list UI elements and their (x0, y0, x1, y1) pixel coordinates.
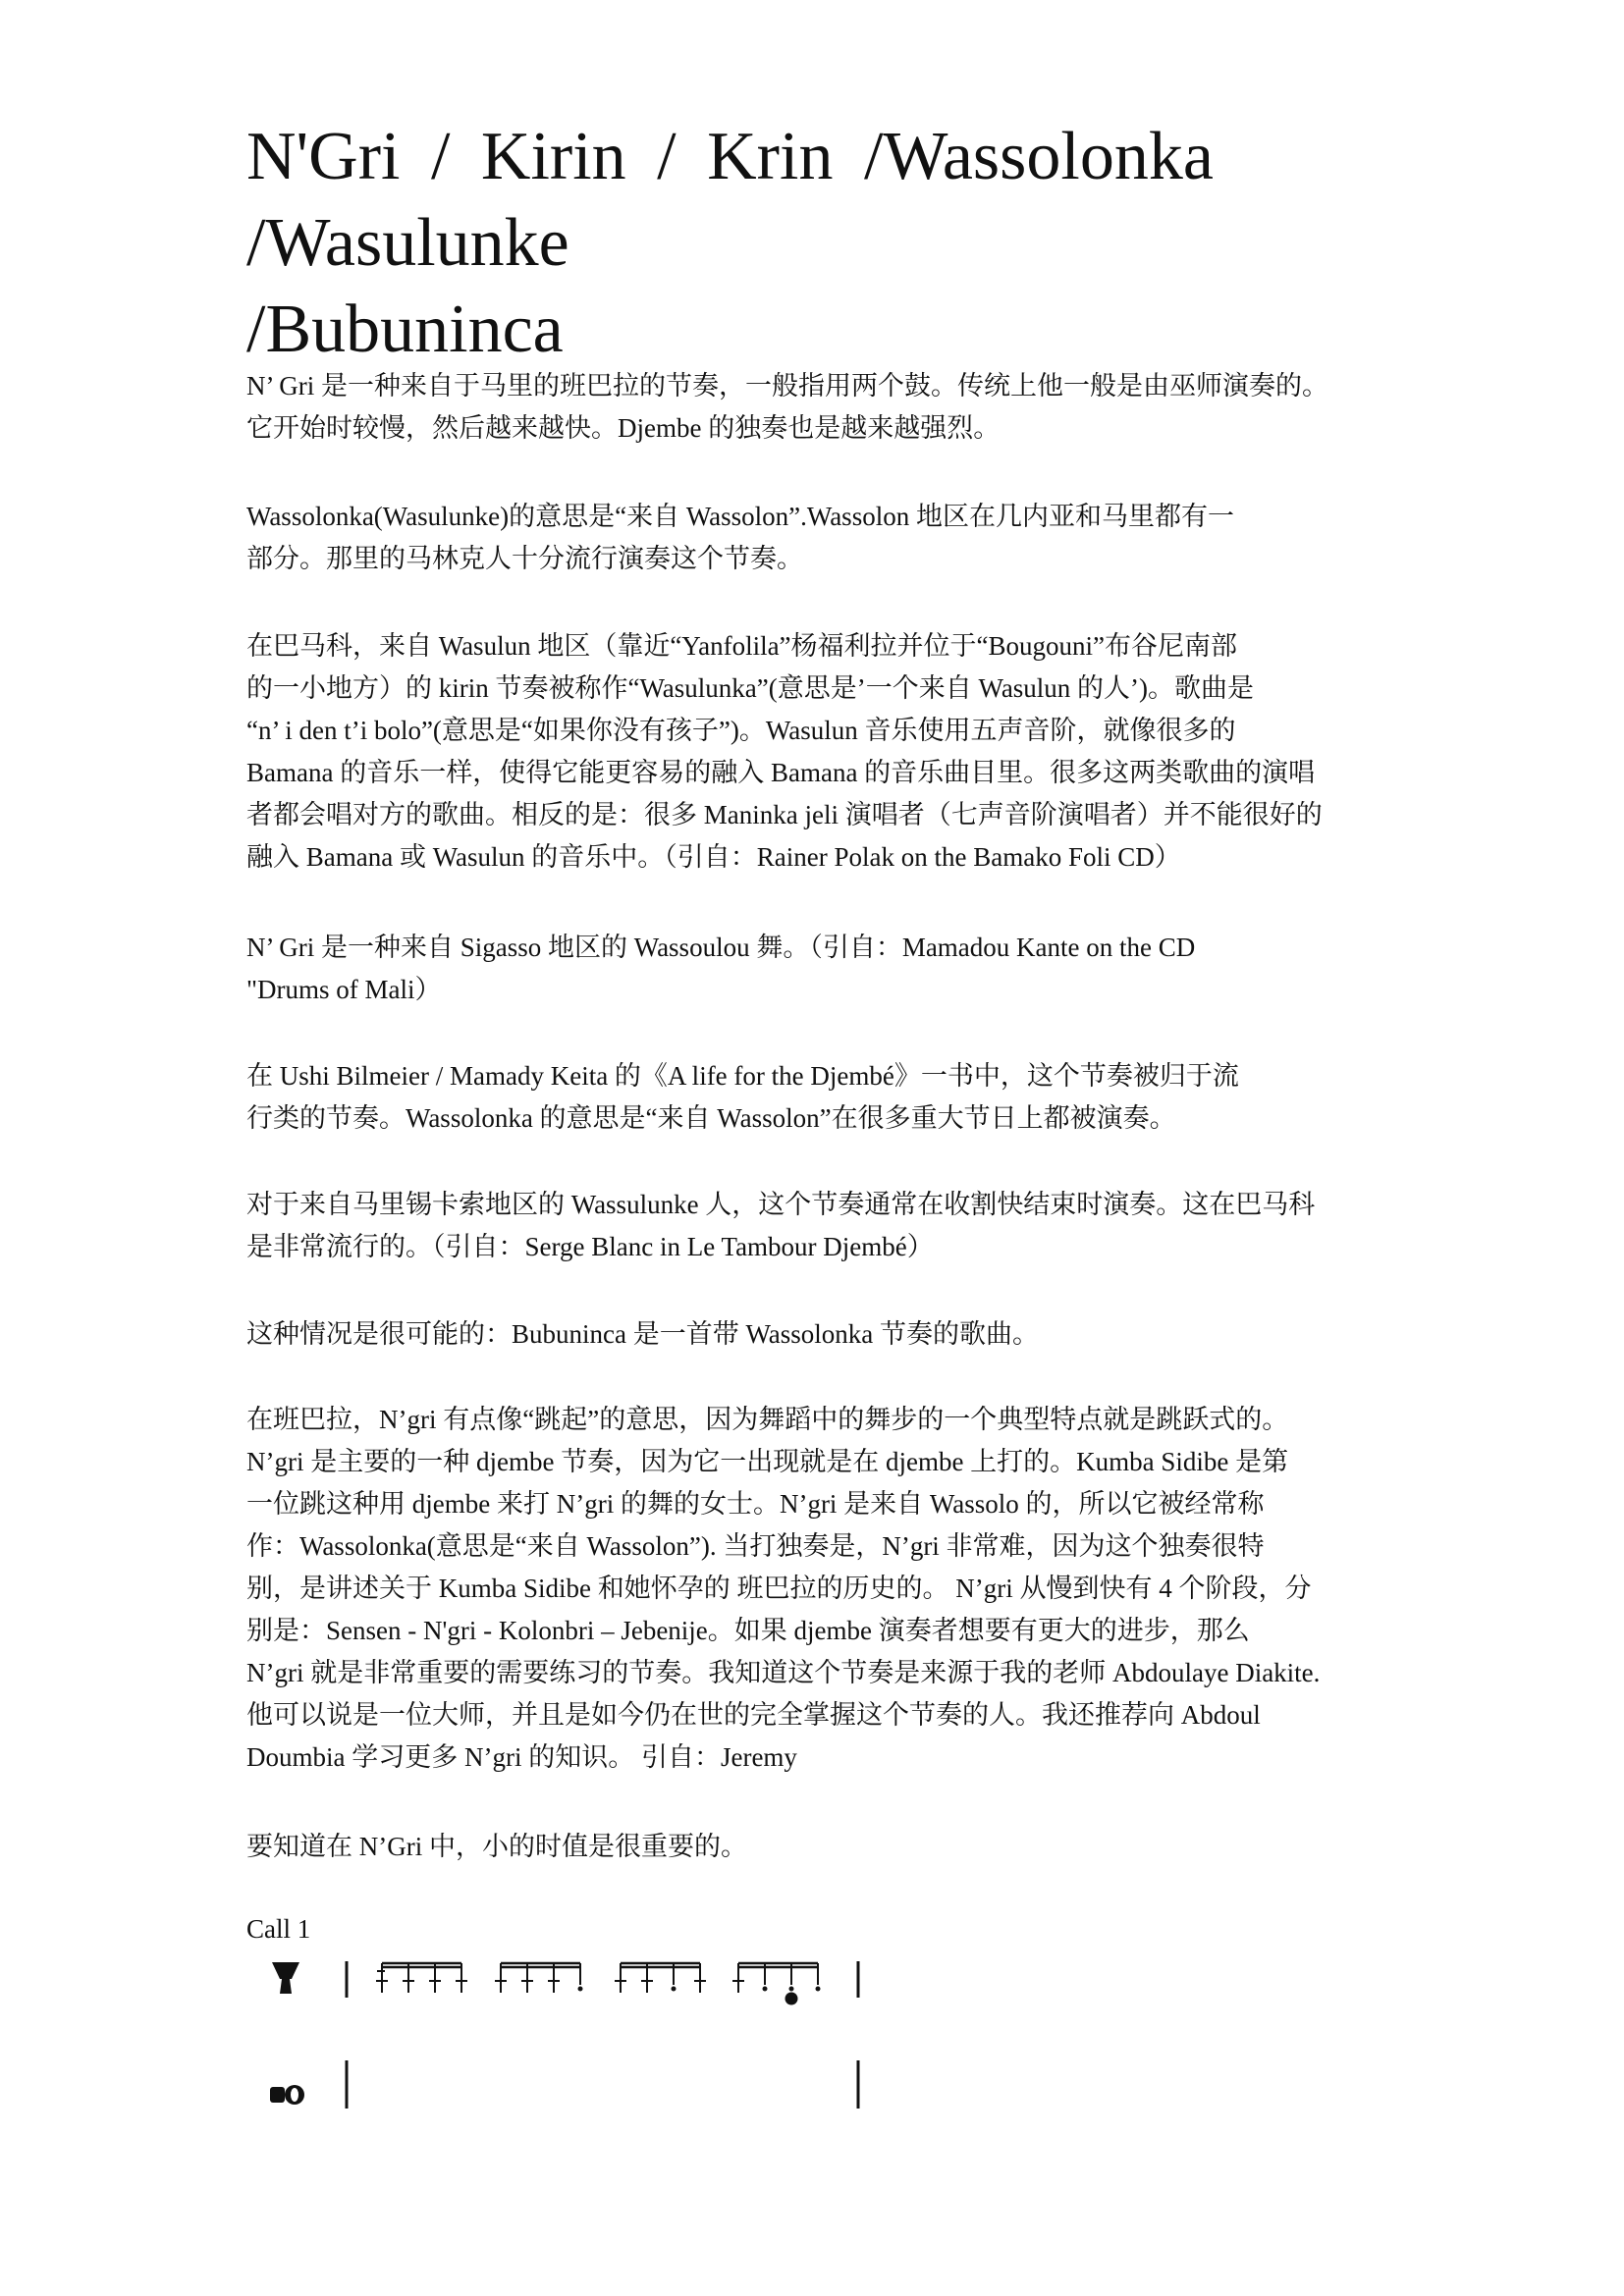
text-line: 别，是讲述关于 Kumba Sidibe 和她怀孕的 班巴拉的历史的。 N’gri 从慢到快有 4 个阶段，分 (246, 1574, 1312, 1603)
text-line: 作：Wassolonka(意思是“来自 Wassolon”). 当打独奏是，N’gri 非常难，因为这个独奏很特 (246, 1531, 1265, 1561)
text-line: 这种情况是很可能的：Bubuninca 是一首带 Wassolonka 节奏的歌曲。 (246, 1319, 1040, 1349)
text-line: Doumbia 学习更多 N’gri 的知识。 引自：Jeremy (246, 1742, 797, 1772)
text-line: 者都会唱对方的歌曲。相反的是：很多 Maninka jeli 演唱者（七声音阶演唱者）并不能很好的 (246, 800, 1323, 829)
beat-group (501, 1967, 580, 1985)
text-line: “n’ i den t’i bolo”(意思是“如果你没有孩子”)。Wasulun 音乐使用五声音阶，就像很多的 (246, 716, 1236, 745)
title-line: N'Gri / Kirin / Krin /Wassolonka /Wasulunke (246, 119, 1214, 281)
text-line: Bamana 的音乐一样，使得它能更容易的融入 Bamana 的音乐曲目里。很多这两类歌曲的演唱 (246, 758, 1316, 787)
text-line: 部分。那里的马林克人十分流行演奏这个节奏。 (246, 544, 803, 573)
call-label: Call 1 (246, 1914, 311, 1944)
bass-note-dot (785, 1993, 798, 2005)
text-line: 别是：Sensen - N'gri - Kolonbri – Jebenije。如果 djembe 演奏者想要有更大的进步，那么 (246, 1616, 1250, 1645)
text-line: Wassolonka(Wasulunke)的意思是“来自 Wassolon”.Wassolon 地区在几内亚和马里都有一 (246, 502, 1234, 531)
text-line: N’gri 就是非常重要的需要练习的节奏。我知道这个节奏是来源于我的老师 Abdoulaye Diakite. (246, 1658, 1321, 1687)
text-line: 它开始时较慢，然后越来越快。Djembe 的独奏也是越来越强烈。 (246, 413, 1001, 443)
title-line: /Bubuninca (246, 292, 564, 367)
text-line: 一位跳这种用 djembe 来打 N’gri 的舞的女士。N’gri 是来自 Wassolo 的，所以它被经常称 (246, 1489, 1265, 1519)
text-line: 行类的节奏。Wassolonka 的意思是“来自 Wassolon”在很多重大节日上都被演奏。 (246, 1103, 1176, 1133)
text-line: 是非常流行的。（引自：Serge Blanc in Le Tambour Djembé） (246, 1232, 934, 1261)
text-line: N’gri 是主要的一种 djembe 节奏，因为它一出现就是在 djembe 上打的。Kumba Sidibe 是第 (246, 1447, 1289, 1476)
text-line: 他可以说是一位大师，并且是如今仍在世的完全掌握这个节奏的人。我还推荐向 Abdoul (246, 1700, 1261, 1730)
beat-group (738, 1967, 818, 2005)
text-line: 在 Ushi Bilmeier / Mamady Keita 的《A life for the Djembé》一书中，这个节奏被归于流 (246, 1061, 1239, 1091)
djembe-icon (272, 1962, 299, 1994)
text-line: 融入 Bamana 或 Wasulun 的音乐中。（引自：Rainer Polak on the Bamako Foli CD） (246, 842, 1181, 872)
dundun-icon (270, 2085, 304, 2105)
text-line: 对于来自马里锡卡索地区的 Wassulunke 人，这个节奏通常在收割快结束时演奏。这在巴马科 (246, 1190, 1316, 1219)
text-line: N’ Gri 是一种来自于马里的班巴拉的节奏，一般指用两个鼓。传统上他一般是由巫师演奏的。 (246, 371, 1328, 400)
text-line: 的一小地方）的 kirin 节奏被称作“Wasulunka”(意思是’一个来自 Wasulun 的人’)。歌曲是 (246, 673, 1255, 703)
staff-dundun (270, 1967, 858, 2109)
rest-dot (578, 1987, 583, 1992)
text-line: 在班巴拉，N’gri 有点像“跳起”的意思，因为舞蹈中的舞步的一个典型特点就是跳跃式的。 (246, 1405, 1289, 1434)
text-line: 要知道在 N’Gri 中，小的时值是很重要的。 (246, 1832, 747, 1861)
beat-group (382, 1967, 461, 1985)
beat-group (621, 1967, 700, 1985)
rest-dot (789, 1987, 794, 1992)
rest-dot (816, 1987, 821, 1992)
rest-dot (672, 1987, 677, 1992)
rest-dot (763, 1987, 768, 1992)
text-line: "Drums of Mali） (246, 975, 442, 1004)
text-line: 在巴马科，来自 Wasulun 地区（靠近“Yanfolila”杨福利拉并位于“Bougouni”布谷尼南部 (246, 631, 1238, 661)
text-line: N’ Gri 是一种来自 Sigasso 地区的 Wassoulou 舞。（引自：Mamadou Kante on the CD (246, 933, 1196, 962)
